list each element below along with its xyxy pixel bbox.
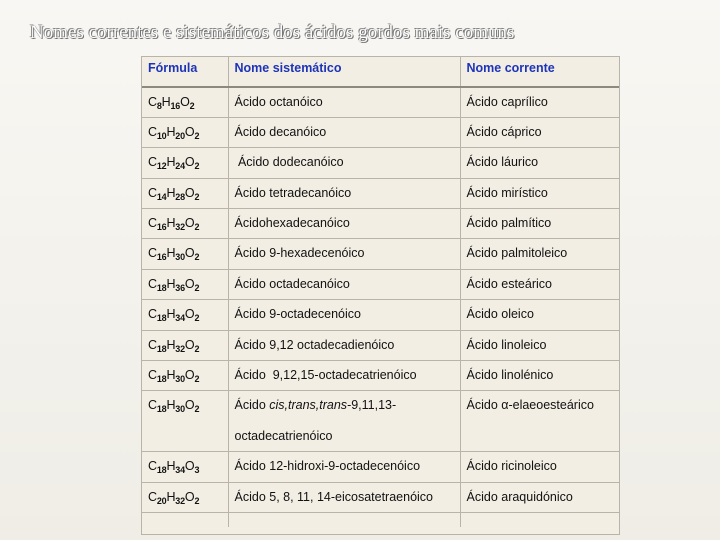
systematic-name-cell: Ácidohexadecanóico [228, 209, 460, 239]
formula-element: O [184, 216, 195, 231]
formula-element: H [166, 398, 176, 413]
formula-element: O [184, 398, 195, 413]
systematic-name-cell: Ácido dodecanóico [228, 148, 460, 178]
formula-cell [142, 148, 228, 178]
formula-element: O [184, 307, 195, 322]
formula-element: H [166, 185, 176, 200]
formula-subscript: 18 [156, 313, 167, 324]
formula-element: O [184, 155, 195, 170]
common-name-cell: Ácido linolénico [460, 361, 619, 391]
formula-element: H [166, 489, 176, 504]
systematic-name-line1: Ácido cis,trans,trans-9,11,13- [234, 398, 397, 413]
table-row [142, 209, 619, 239]
formula-subscript: 30 [175, 374, 185, 385]
formula-element: O [184, 185, 195, 200]
formula-element: H [166, 246, 176, 261]
table-row [142, 148, 619, 178]
formula-element: C [148, 368, 157, 383]
column-header-formula: Fórmula [142, 57, 228, 87]
formula-subscript: 16 [156, 252, 167, 263]
formula-element: C [148, 95, 157, 109]
table-row [142, 300, 619, 330]
formula-cell [142, 452, 228, 482]
formula-cell [142, 117, 228, 147]
systematic-name-cell: Ácido 5, 8, 11, 14-eicosatetraenóico [228, 482, 460, 512]
formula-cell [142, 269, 228, 299]
formula-subscript: 2 [194, 191, 200, 202]
formula-element: H [166, 368, 176, 383]
formula-subscript: 34 [175, 313, 185, 324]
formula-subscript: 2 [194, 282, 200, 293]
formula-element: C [148, 185, 157, 200]
common-name-cell: Ácido esteárico [460, 269, 619, 299]
table-spacer-row [142, 513, 619, 527]
formula-subscript: 32 [175, 495, 185, 506]
formula-cell [142, 178, 228, 208]
formula-subscript: 2 [189, 101, 195, 111]
formula-element: H [166, 459, 176, 474]
formula-cell [142, 209, 228, 239]
fatty-acids-table-container [141, 56, 620, 535]
formula-cell [142, 330, 228, 360]
systematic-name-cell: Ácido 9,12,15-octadecatrienóico [228, 361, 460, 391]
formula-element: O [184, 337, 195, 352]
formula-subscript: 2 [194, 161, 200, 172]
formula-element: H [166, 307, 176, 322]
formula-subscript: 20 [156, 495, 167, 506]
formula-subscript: 2 [194, 404, 200, 415]
systematic-name-cell: Ácido decanóico [228, 117, 460, 147]
formula-subscript: 16 [170, 101, 181, 111]
formula-subscript: 18 [156, 282, 167, 293]
formula-element: O [184, 368, 195, 383]
formula-element: C [148, 155, 157, 170]
systematic-name-cell [228, 391, 460, 452]
formula-element: O [180, 95, 190, 109]
formula-subscript: 32 [175, 343, 185, 354]
slide-title: Nomes correntes e sistemáticos dos ácidos gordos mais comuns [30, 22, 515, 43]
formula-cell [142, 391, 228, 452]
formula-element: O [184, 124, 195, 139]
formula-cell [142, 87, 228, 117]
formula-element: H [166, 276, 176, 291]
formula-subscript: 18 [156, 404, 167, 415]
systematic-name-cell: Ácido octadecanóico [228, 269, 460, 299]
formula-subscript: 24 [175, 161, 185, 172]
formula-subscript: 2 [194, 495, 200, 506]
formula-subscript: 2 [194, 222, 200, 233]
table-header-row [142, 57, 619, 87]
formula-cell [142, 361, 228, 391]
formula-subscript: 30 [175, 252, 185, 263]
formula-element: C [148, 246, 157, 261]
formula-subscript: 2 [194, 313, 200, 324]
systematic-name-cell: Ácido 12-hidroxi-9-octadecenóico [228, 452, 460, 482]
formula-subscript: 14 [156, 191, 167, 202]
formula-element: O [184, 459, 195, 474]
common-name-cell: Ácido palmitoleico [460, 239, 619, 269]
formula-element: H [161, 95, 171, 109]
common-name-cell: Ácido cáprico [460, 117, 619, 147]
common-name-cell: Ácido ricinoleico [460, 452, 619, 482]
formula-subscript: 8 [156, 101, 162, 111]
formula-element: C [148, 216, 157, 231]
formula-subscript: 18 [156, 465, 167, 476]
empty-cell [142, 513, 228, 527]
table-row [142, 482, 619, 512]
column-header-common-name: Nome corrente [460, 57, 619, 87]
formula-element: C [148, 398, 157, 413]
formula-subscript: 2 [194, 343, 200, 354]
formula-subscript: 10 [156, 130, 167, 141]
formula-subscript: 18 [156, 374, 167, 385]
formula-element: C [148, 307, 157, 322]
table-row [142, 452, 619, 482]
column-header-systematic-name: Nome sistemático [228, 57, 460, 87]
formula-subscript: 20 [175, 130, 185, 141]
formula-cell [142, 239, 228, 269]
table-row [142, 391, 619, 452]
common-name-cell: Ácido linoleico [460, 330, 619, 360]
common-name-cell: Ácido mirístico [460, 178, 619, 208]
formula-subscript: 3 [194, 465, 200, 476]
systematic-name-cell: Ácido tetradecanóico [228, 178, 460, 208]
formula-element: H [166, 216, 176, 231]
common-name-cell: Ácido α-elaeoesteárico [460, 391, 619, 452]
formula-element: C [148, 124, 157, 139]
table-row [142, 361, 619, 391]
formula-subscript: 18 [156, 343, 167, 354]
systematic-name-cell: Ácido 9-octadecenóico [228, 300, 460, 330]
formula-subscript: 32 [175, 222, 185, 233]
table-row [142, 330, 619, 360]
fatty-acids-table [142, 57, 619, 527]
common-name-cell: Ácido palmítico [460, 209, 619, 239]
formula-subscript: 12 [156, 161, 167, 172]
systematic-name-cell: Ácido octanóico [228, 87, 460, 117]
table-body [142, 87, 619, 527]
systematic-name-cell: Ácido 9,12 octadecadienóico [228, 330, 460, 360]
formula-element: C [148, 337, 157, 352]
common-name-cell: Ácido araquidónico [460, 482, 619, 512]
formula-subscript: 2 [194, 130, 200, 141]
systematic-name-line2: octadecatrienóico [234, 429, 333, 444]
formula-cell [142, 482, 228, 512]
table-row [142, 117, 619, 147]
formula-element: O [184, 276, 195, 291]
formula-subscript: 34 [175, 465, 185, 476]
formula-subscript: 16 [156, 222, 167, 233]
formula-element: C [148, 276, 157, 291]
table-row [142, 239, 619, 269]
formula-subscript: 36 [175, 282, 185, 293]
formula-element: H [166, 124, 176, 139]
table-row [142, 178, 619, 208]
table-row [142, 269, 619, 299]
formula-subscript: 2 [194, 252, 200, 263]
empty-cell [460, 513, 619, 527]
empty-cell [228, 513, 460, 527]
formula-element: O [184, 246, 195, 261]
formula-element: H [166, 155, 176, 170]
formula-element: C [148, 459, 157, 474]
table-row [142, 87, 619, 117]
formula-subscript: 28 [175, 191, 185, 202]
formula-element: H [166, 337, 176, 352]
formula-subscript: 30 [175, 404, 185, 415]
formula-element: O [184, 489, 195, 504]
formula-cell [142, 300, 228, 330]
common-name-cell: Ácido caprílico [460, 87, 619, 117]
formula-subscript: 2 [194, 374, 200, 385]
formula-element: C [148, 489, 157, 504]
systematic-name-cell: Ácido 9-hexadecenóico [228, 239, 460, 269]
common-name-cell: Ácido láurico [460, 148, 619, 178]
common-name-cell: Ácido oleico [460, 300, 619, 330]
